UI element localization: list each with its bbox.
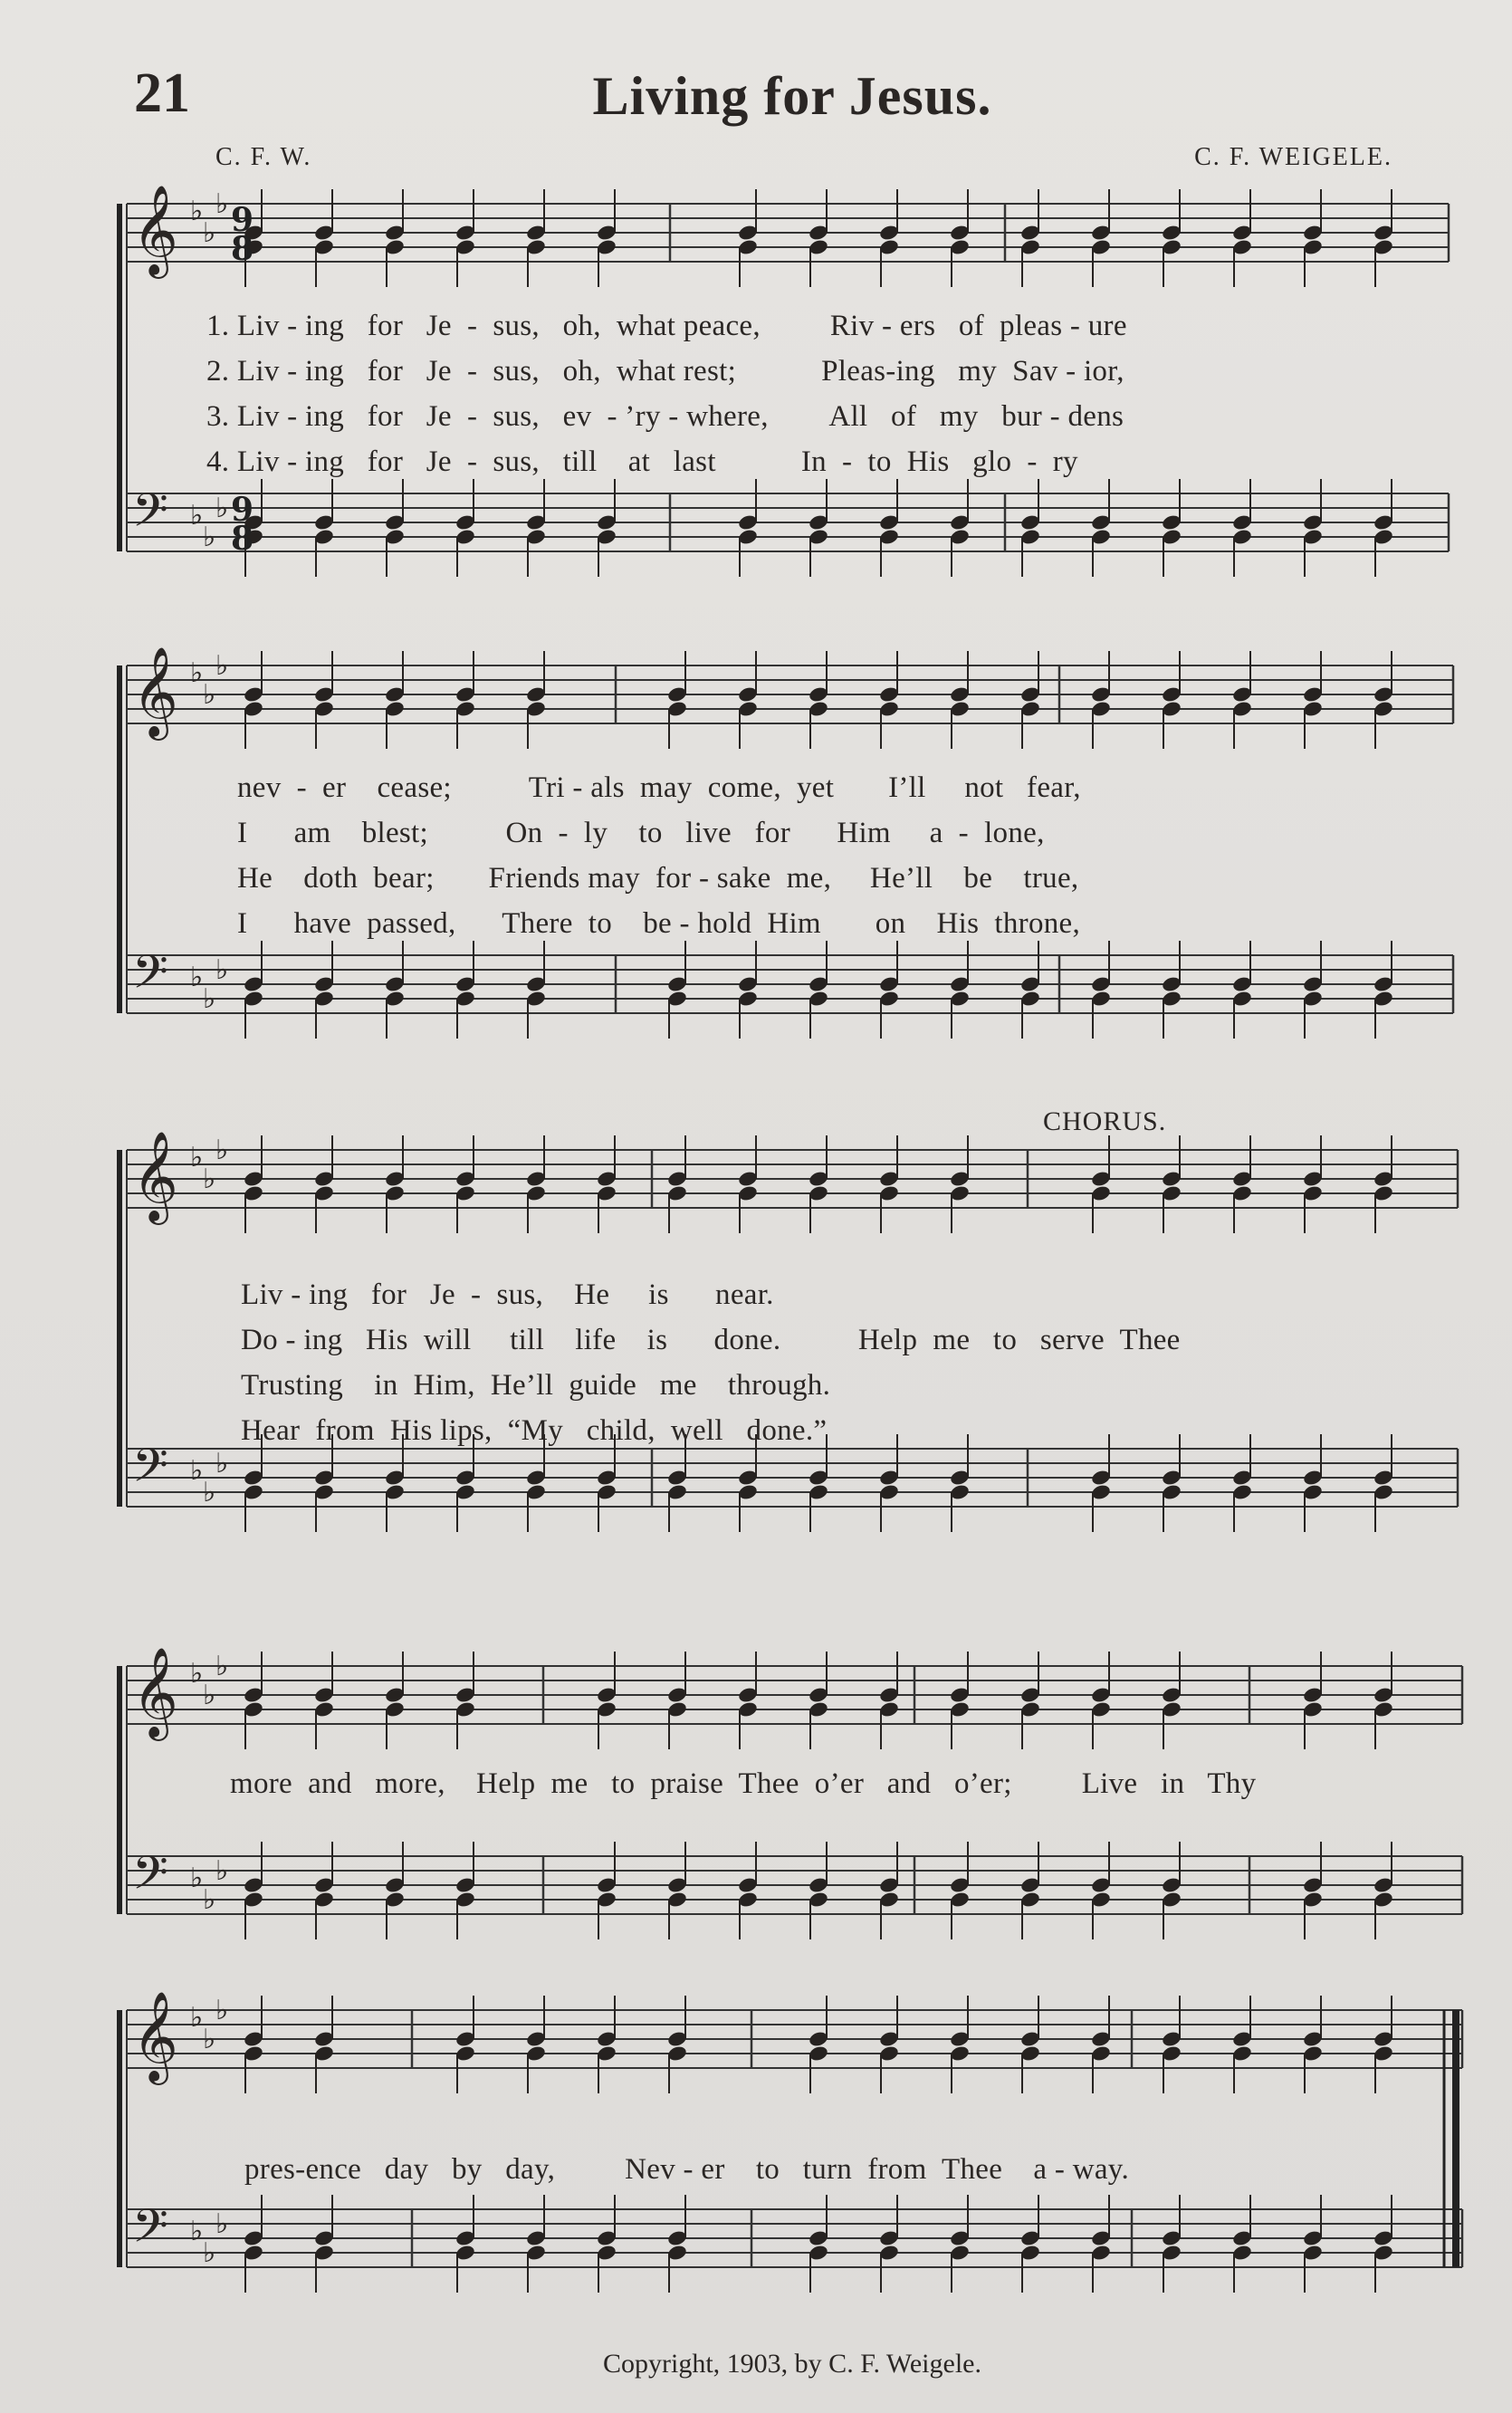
flat-sign-icon: ♭ bbox=[215, 2208, 229, 2240]
flat-sign-icon: ♭ bbox=[215, 650, 229, 682]
bass-clef-icon: 𝄢 bbox=[132, 944, 168, 1010]
flat-sign-icon: ♭ bbox=[190, 1862, 204, 1894]
lyric-line: Do - ing His will till life is done. Help me to serve Thee bbox=[241, 1324, 1181, 1356]
flat-sign-icon: ♭ bbox=[215, 1855, 229, 1887]
hymn-title: Living for Jesus. bbox=[592, 66, 992, 126]
lyric-line: nev - er cease; Tri - als may come, yet I’ll not fear, bbox=[237, 771, 1081, 804]
treble-clef-icon: 𝄞 bbox=[132, 1647, 178, 1738]
flat-sign-icon: ♭ bbox=[215, 954, 229, 986]
flat-sign-icon: ♭ bbox=[203, 983, 216, 1015]
flat-sign-icon: ♭ bbox=[203, 1680, 216, 1711]
copyright-notice: Copyright, 1903, by C. F. Weigele. bbox=[603, 2349, 981, 2379]
flat-sign-icon: ♭ bbox=[203, 1477, 216, 1508]
flat-sign-icon: ♭ bbox=[190, 1455, 204, 1487]
lyric-line: I am blest; On - ly to live for Him a - lone, bbox=[237, 817, 1045, 849]
lyric-line: He doth bear; Friends may for - sake me, He’ll be true, bbox=[237, 862, 1079, 895]
treble-clef-icon: 𝄞 bbox=[132, 185, 178, 275]
bass-clef-icon: 𝄢 bbox=[132, 1845, 168, 1911]
flat-sign-icon: ♭ bbox=[203, 522, 216, 553]
flat-sign-icon: ♭ bbox=[215, 493, 229, 524]
time-signature: 8 bbox=[231, 520, 254, 558]
flat-sign-icon: ♭ bbox=[190, 2216, 204, 2247]
flat-sign-icon: ♭ bbox=[190, 1142, 204, 1173]
lyric-line: more and more, Help me to praise Thee o’er and o’er; Live in Thy bbox=[230, 1767, 1257, 1800]
time-signature: 9 bbox=[231, 491, 254, 529]
flat-sign-icon: ♭ bbox=[215, 1995, 229, 2026]
lyric-line: I have passed, There to be - hold Him on His throne, bbox=[237, 907, 1081, 940]
treble-clef-icon: 𝄞 bbox=[132, 1991, 178, 2082]
flat-sign-icon: ♭ bbox=[203, 217, 216, 249]
flat-sign-icon: ♭ bbox=[190, 2002, 204, 2034]
flat-sign-icon: ♭ bbox=[190, 657, 204, 689]
lyric-line: pres-ence day by day, Nev - er to turn from Thee a - way. bbox=[244, 2153, 1130, 2186]
flat-sign-icon: ♭ bbox=[190, 962, 204, 993]
hymn-number: 21 bbox=[134, 62, 190, 124]
bass-clef-icon: 𝄢 bbox=[132, 1438, 168, 1504]
lyric-line: 3. Liv - ing for Je - sus, ev - ’ry - where, All of my bur - dens bbox=[206, 400, 1124, 433]
flat-sign-icon: ♭ bbox=[190, 1658, 204, 1690]
lyricist-credit: C. F. W. bbox=[215, 143, 312, 171]
composer-credit: C. F. WEIGELE. bbox=[1194, 143, 1392, 171]
lyric-line: 2. Liv - ing for Je - sus, oh, what rest; Pleas-ing my Sav - ior, bbox=[206, 355, 1124, 388]
treble-clef-icon: 𝄞 bbox=[132, 646, 178, 737]
bass-clef-icon: 𝄢 bbox=[132, 2198, 168, 2265]
flat-sign-icon: ♭ bbox=[203, 1884, 216, 1916]
chorus-label: CHORUS. bbox=[1043, 1106, 1167, 1136]
flat-sign-icon: ♭ bbox=[203, 2024, 216, 2055]
lyric-line: 1. Liv - ing for Je - sus, oh, what peace, Riv - ers of pleas - ure bbox=[206, 310, 1127, 342]
lyric-line: Trusting in Him, He’ll guide me through. bbox=[241, 1369, 831, 1402]
flat-sign-icon: ♭ bbox=[203, 2237, 216, 2269]
flat-sign-icon: ♭ bbox=[215, 1448, 229, 1479]
flat-sign-icon: ♭ bbox=[203, 1163, 216, 1195]
time-signature: 9 bbox=[231, 201, 254, 239]
flat-sign-icon: ♭ bbox=[215, 1135, 229, 1166]
time-signature: 8 bbox=[231, 230, 254, 268]
treble-clef-icon: 𝄞 bbox=[132, 1131, 178, 1221]
flat-sign-icon: ♭ bbox=[215, 188, 229, 220]
flat-sign-icon: ♭ bbox=[190, 196, 204, 227]
flat-sign-icon: ♭ bbox=[190, 500, 204, 531]
bass-clef-icon: 𝄢 bbox=[132, 483, 168, 549]
lyric-line: 4. Liv - ing for Je - sus, till at last In - to His glo - ry bbox=[206, 445, 1078, 478]
flat-sign-icon: ♭ bbox=[215, 1651, 229, 1682]
lyric-line: Hear from His lips, “My child, well done.” bbox=[241, 1414, 828, 1447]
flat-sign-icon: ♭ bbox=[203, 679, 216, 711]
lyric-line: Liv - ing for Je - sus, He is near. bbox=[241, 1278, 774, 1311]
